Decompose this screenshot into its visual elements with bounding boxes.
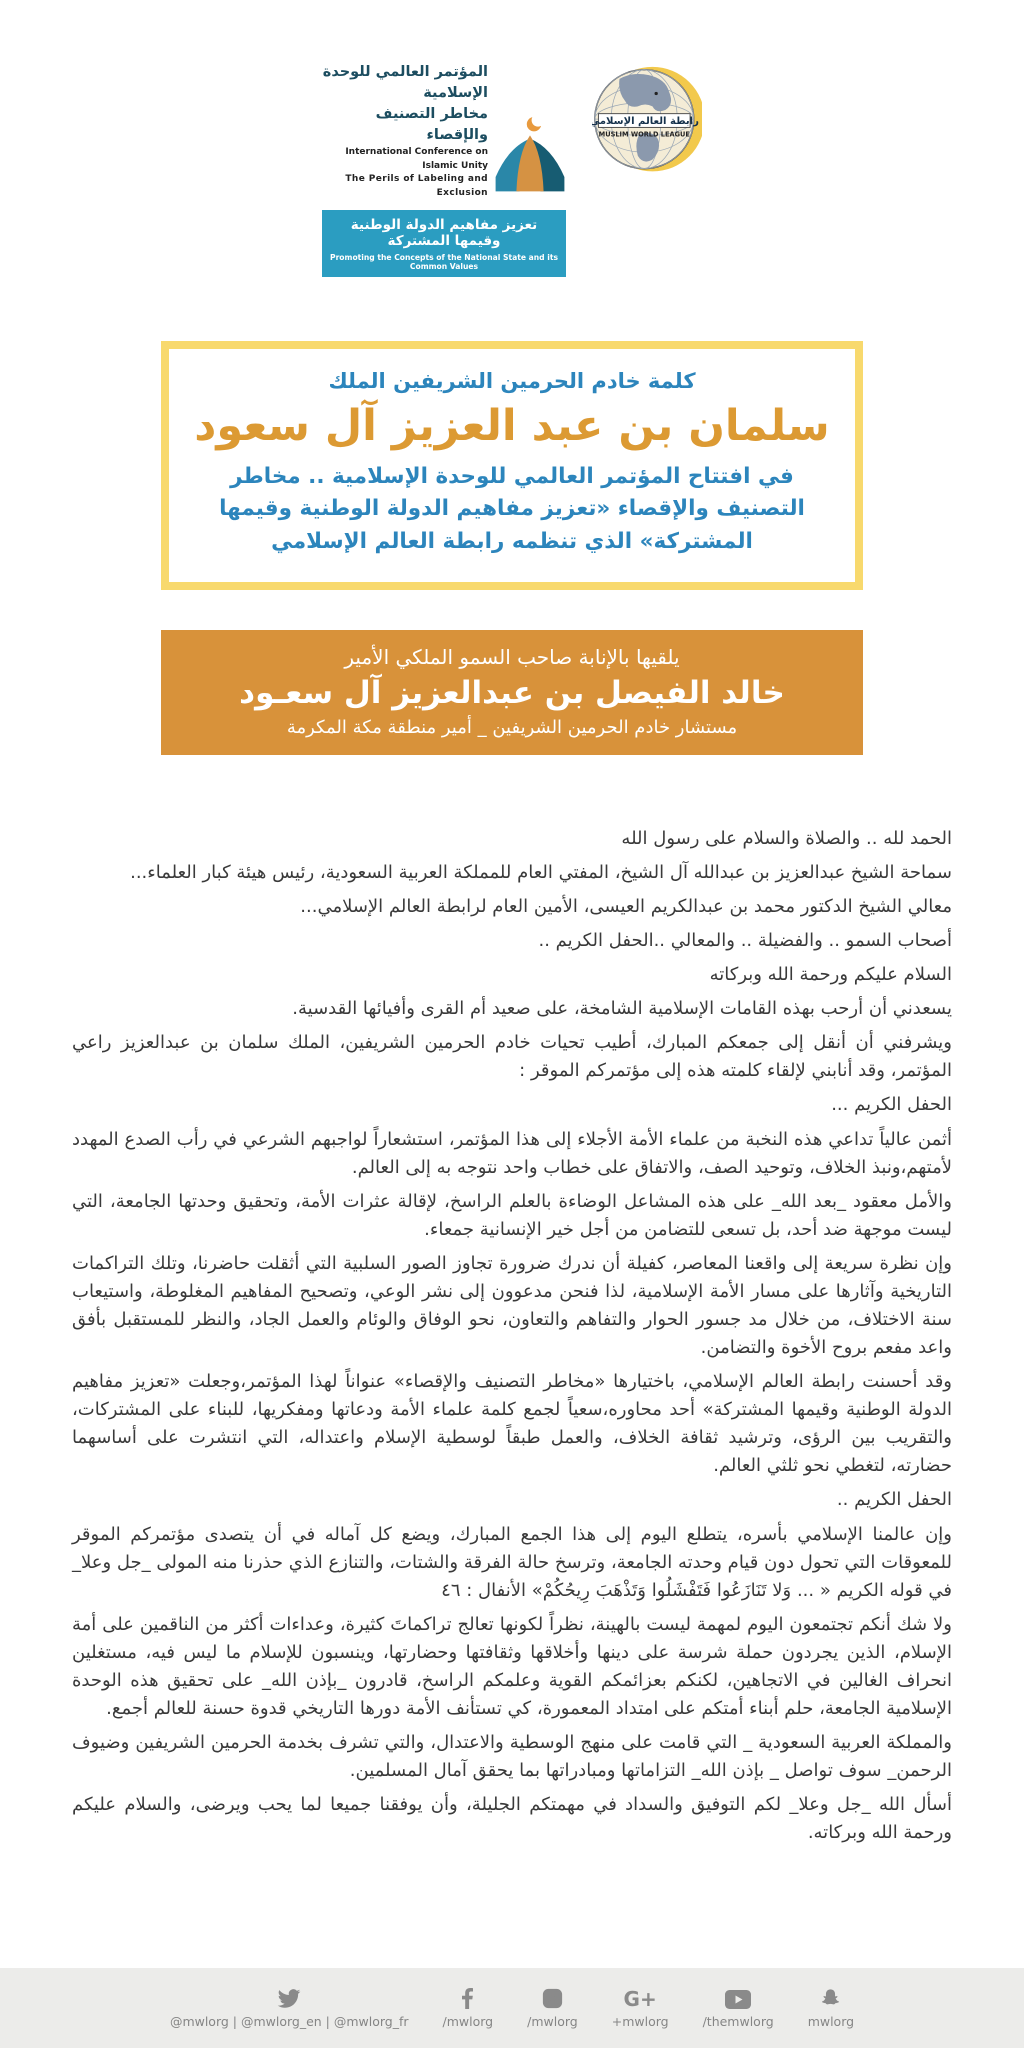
footer-googleplus-group[interactable] bbox=[612, 1987, 669, 2029]
conference-title-en: International Conference on Islamic Unity bbox=[345, 147, 488, 171]
prince-name: خالد الفيصل بن عبدالعزيز آل سعـود bbox=[239, 674, 785, 711]
title-kicker: كلمة خادم الحرمين الشريفين الملك bbox=[328, 369, 696, 394]
conference-subtitle-ar: مخاطر التصنيف والإقصاء bbox=[375, 106, 488, 144]
speech-paragraph: الحفل الكريم .. bbox=[836, 1489, 952, 1511]
youtube-icon[interactable] bbox=[725, 1987, 751, 2009]
facebook-handle[interactable]: /mwlorg bbox=[442, 2014, 494, 2029]
speaker-subtitle: مستشار خادم الحرمين الشريفين _ أمير منطقة مكة المكرمة bbox=[286, 716, 738, 738]
speech-paragraph: سماحة الشيخ عبدالعزيز بن عبدالله آل الشيخ، المفتي العام للمملكة العربية السعودية، رئيس هيئة كبار العلماء... bbox=[130, 861, 952, 883]
instagram-handle[interactable]: /mwlorg bbox=[527, 2014, 578, 2029]
instagram-icon[interactable] bbox=[542, 1987, 563, 2009]
speech-paragraph: الحفل الكريم ... bbox=[831, 1094, 952, 1116]
mwl-globe-icon bbox=[592, 62, 702, 180]
speech-paragraph: السلام عليكم ورحمة الله وبركاته bbox=[709, 964, 952, 986]
youtube-handle[interactable]: /themwlorg bbox=[702, 2014, 774, 2029]
mwl-name-en: MUSLIM WORLD LEAGUE bbox=[598, 130, 690, 139]
facebook-icon[interactable] bbox=[462, 1987, 473, 2009]
header bbox=[0, 0, 1024, 277]
speech-paragraph: والأمل معقود _بعد الله_ على هذه المشاعل الوضاءة بالعلم الراسخ، لإقالة عثرات الأمة، وتحقيق وحدتها الجامعة، التي ليست موجهة ضد أحد، بل تسعى للتضامن من أجل خير الإنسانية جمعاء. bbox=[72, 1190, 952, 1240]
speech-paragraph: أثمن عالياً تداعي هذه النخبة من علماء الأمة الأجلاء إلى هذا المؤتمر، استشعاراً لواجبهم الشرعي في رأب الصدع المهدد لأمتهم،ونبذ الخلاف، وتوحيد الصف، والاتفاق على خطاب واحد نتوجه به إلى العالم. bbox=[72, 1128, 952, 1178]
speech-paragraph: وقد أحسنت رابطة العالم الإسلامي، باختيارها «مخاطر التصنيف والإقصاء» عنواناً لهذا المؤتمر،وجعلت «تعزيز مفاهيم الدولة الوطنية وقيمها المشتركة» أحد محاوره،سعياً لجمع كلمة علماء الأمة ودعاتها ومفكريها، للبناء على المشتركات، والتقريب بين الرؤى، وترشيد ثقافة الخلاف، والعمل طبقاً لوسطية الإسلام واعتداله، التي انتشرت على أساسهما حضارته، لتغطي نحو ثلثي العالم. bbox=[72, 1371, 952, 1477]
speaker-kicker: يلقيها بالإنابة صاحب السمو الملكي الأمير bbox=[344, 644, 680, 669]
speech-paragraph: ولا شك أنكم تجتمعون اليوم لمهمة ليست بالهينة، نظراً لكونها تعالج تراكماتَ كثيرة، وعداءات أكثر من الناقمين على أمة الإسلام، الذين يجردون حملة شرسة على دينها وأخلاقها وثقافتها وحضارتها، وينسبون للإسلام ما ليس فيه، مستغلين انحراف الغالين في الاتجاهين، لكنكم بعزائمكم القوية وعلمكم الراسخ، قادرون _بإذن الله_ على تحقيق هذه الوحدة الإسلامية الجامعة، حلم أبناء أمتكم على امتداد المعمورة، كي تستأنف الأمة دورها التاريخي قدوة حسنة للعالم أجمع. bbox=[72, 1613, 952, 1719]
conference-title-ar: المؤتمر العالمي للوحدة الإسلامية bbox=[322, 64, 488, 102]
speech-paragraph: يسعدني أن أرحب بهذه القامات الإسلامية الشامخة، على صعيد أم القرى وأفيائها القدسية. bbox=[292, 998, 952, 1020]
twitter-handles[interactable]: @mwlorg | @mwlorg_en | @mwlorg_fr bbox=[169, 2014, 409, 2029]
speech-paragraph: معالي الشيخ الدكتور محمد بن عبدالكريم العيسى، الأمين العام لرابطة العالم الإسلامي... bbox=[300, 895, 952, 917]
speech-paragraph: أصحاب السمو .. والفضيلة .. والمعالي ..الحفل الكريم .. bbox=[538, 930, 952, 952]
king-name: سلمان بن عبد العزيز آل سعود bbox=[194, 401, 830, 452]
snapchat-handle[interactable]: mwlorg bbox=[807, 2014, 855, 2029]
king-speech-title-box bbox=[161, 341, 863, 590]
speech-paragraph: أسأل الله _جل وعلا_ لكم التوفيق والسداد في مهمتكم الجليلة، وأن يوفقنا جميعا لما يحب ويرضى، والسلام عليكم ورحمة الله وبركاته. bbox=[72, 1794, 952, 1844]
title-subtitle: في افتتاح المؤتمر العالمي للوحدة الإسلامية .. مخاطر التصنيف والإقصاء «تعزيز مفاهيم الدولة الوطنية وقيمها المشتركة» الذي تنظمه رابطة العالم الإسلامي bbox=[219, 464, 805, 554]
conference-theme-banner bbox=[322, 210, 566, 277]
conference-logo-text bbox=[322, 62, 488, 200]
footer-youtube-group[interactable] bbox=[703, 1987, 774, 2029]
banner-text-ar: تعزيز مفاهيم الدولة الوطنية وقيمها المشتركة bbox=[350, 217, 538, 250]
googleplus-handle[interactable]: +mwlorg bbox=[611, 2014, 669, 2029]
banner-text-en: Promoting the Concepts of the National State and its Common Values bbox=[330, 253, 558, 272]
speech-paragraph: وإن نظرة سريعة إلى واقعنا المعاصر، كفيلة أن ندرك ضرورة تجاوز الصور السلبية التي أثقلت حاضرنا، وتلك التراكمات التاريخية وآثارها على مسار الأمة الإسلامية، لذا فنحن مدعوون إلى نشر الوعي، وتصحيح المفاهيم المغلوطة، واستيعاب سنة الاختلاف، من خلال مد جسور الحوار والتفاهم والتعاون، نحو الوفاق والوئام والعمل الجاد، والنظر للمستقبل بأفق واعد مفعم بروح الأخوة والتضامن. bbox=[72, 1252, 952, 1359]
mwl-name-ar: رابطة العالم الإسلامي bbox=[592, 116, 699, 128]
arches-crescent-icon bbox=[494, 110, 566, 200]
snapchat-icon[interactable] bbox=[820, 1987, 841, 2009]
googleplus-icon[interactable]: G+ bbox=[623, 1987, 657, 2011]
footer-snapchat-group[interactable] bbox=[808, 1987, 854, 2029]
speech-paragraph: وإن عالمنا الإسلامي بأسره، يتطلع اليوم إلى هذا الجمع المبارك، ويضع كل آماله في أن يتصدى مؤتمركم الموقر للمعوقات التي تحول دون قيام وحدته الجامعة، وترسخ حالة الفرقة والشتات، والتنازع الذي حذرنا منه المولى _جل وعلا_ في قوله الكريم « ... وَلا تَنَازَعُوا فَتَفْشَلُوا وَتَذْهَبَ رِيحُكُمْ» الأنفال : ٤٦ bbox=[72, 1523, 952, 1601]
footer-facebook-group[interactable] bbox=[443, 1987, 494, 2029]
speech-paragraph: والمملكة العربية السعودية _ التي قامت على منهج الوسطية والاعتدال، والتي تشرف بخدمة الحرمين الشريفين وضيوف الرحمن_ سوف تواصل _ بإذن الله_ التزاماتها ومبادراتها بما يحقق آمال المسلمين. bbox=[72, 1732, 952, 1782]
speech-paragraph: الحمد لله .. والصلاة والسلام على رسول الله bbox=[621, 827, 952, 849]
conference-subtitle-en: The Perils of Labeling and Exclusion bbox=[345, 174, 488, 198]
mwl-logo bbox=[592, 62, 702, 184]
speaker-box bbox=[161, 630, 863, 755]
speech-body bbox=[72, 825, 952, 1848]
conference-logo bbox=[322, 62, 566, 277]
twitter-icon[interactable] bbox=[277, 1987, 301, 2009]
footer-twitter-group[interactable] bbox=[170, 1987, 409, 2029]
footer bbox=[0, 1968, 1024, 2048]
speech-paragraph: ويشرفني أن أنقل إلى جمعكم المبارك، أطيب تحيات خادم الحرمين الشريفين، الملك سلمان بن عبدالعزيز راعي المؤتمر، وقد أنابني لإلقاء كلمته هذه إلى مؤتمركم الموقر : bbox=[72, 1032, 952, 1082]
footer-instagram-group[interactable] bbox=[527, 1987, 578, 2029]
